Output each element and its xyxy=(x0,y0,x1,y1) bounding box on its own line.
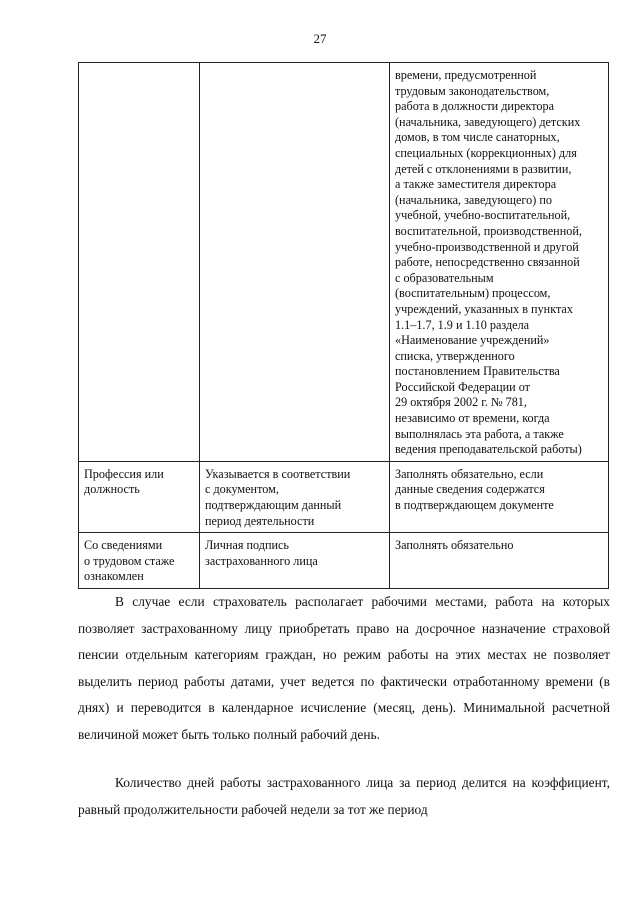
table-row xyxy=(79,461,609,532)
paragraph-text: В случае если страхователь располагает рабочими местами, работа на которых позволяет застрахованному лицу приобретать право на досрочное назначение страховой пенсии отдельным категориям граждан, но режим работы на этих местах не позволяет выделить период работы датами, учет ведется по фактически отработанному времени (в днях) и переводится в календарное исчисление (месяц, день). Минимальной расчетной величиной может быть только полный рабочий день. xyxy=(78,594,610,742)
table-cell-field: Со сведениями о трудовом стаже ознакомлен xyxy=(79,533,200,589)
table-cell-requirement: Заполнять обязательно, если данные сведения содержатся в подтверждающем документе xyxy=(390,461,609,532)
table-cell-description: Указывается в соответствии с документом, подтверждающим данный период деятельности xyxy=(200,461,390,532)
requirements-table xyxy=(78,62,609,589)
table-cell-requirement: Заполнять обязательно xyxy=(390,533,609,589)
table-cell-requirement: времени, предусмотренной трудовым законодательством, работа в должности директора (начальника, заведующего) детских домов, в том числе санаторных, специальных (коррекционных) для детей с отклонениями в развитии, а также заместителя директора (начальника, заведующего) по учебной, учебно-воспитательной, воспитательной, производственной, учебно-производственной и другой работе, непосредственно связанной с образовательным (воспитательным) процессом, учреждений, указанных в пунктах 1.1–1.7, 1.9 и 1.10 раздела «Наименование учреждений» списка, утвержденного постановлением Правительства Российской Федерации от 29 октября 2002 г. № 781, независимо от времени, когда выполнялась эта работа, а также ведения преподавательской работы) xyxy=(390,63,609,462)
table-cell-description: Личная подпись застрахованного лица xyxy=(200,533,390,589)
table-cell-field: Профессия или должность xyxy=(79,461,200,532)
page-number: 27 xyxy=(313,31,327,46)
body-paragraph xyxy=(78,589,610,749)
table-row xyxy=(79,63,609,462)
table-cell-field xyxy=(79,63,200,462)
body-paragraph xyxy=(78,770,610,823)
table-row xyxy=(79,533,609,589)
table-cell-description xyxy=(200,63,390,462)
paragraph-text: Количество дней работы застрахованного лица за период делится на коэффициент, равный продолжительности рабочей недели за тот же период xyxy=(78,775,610,817)
